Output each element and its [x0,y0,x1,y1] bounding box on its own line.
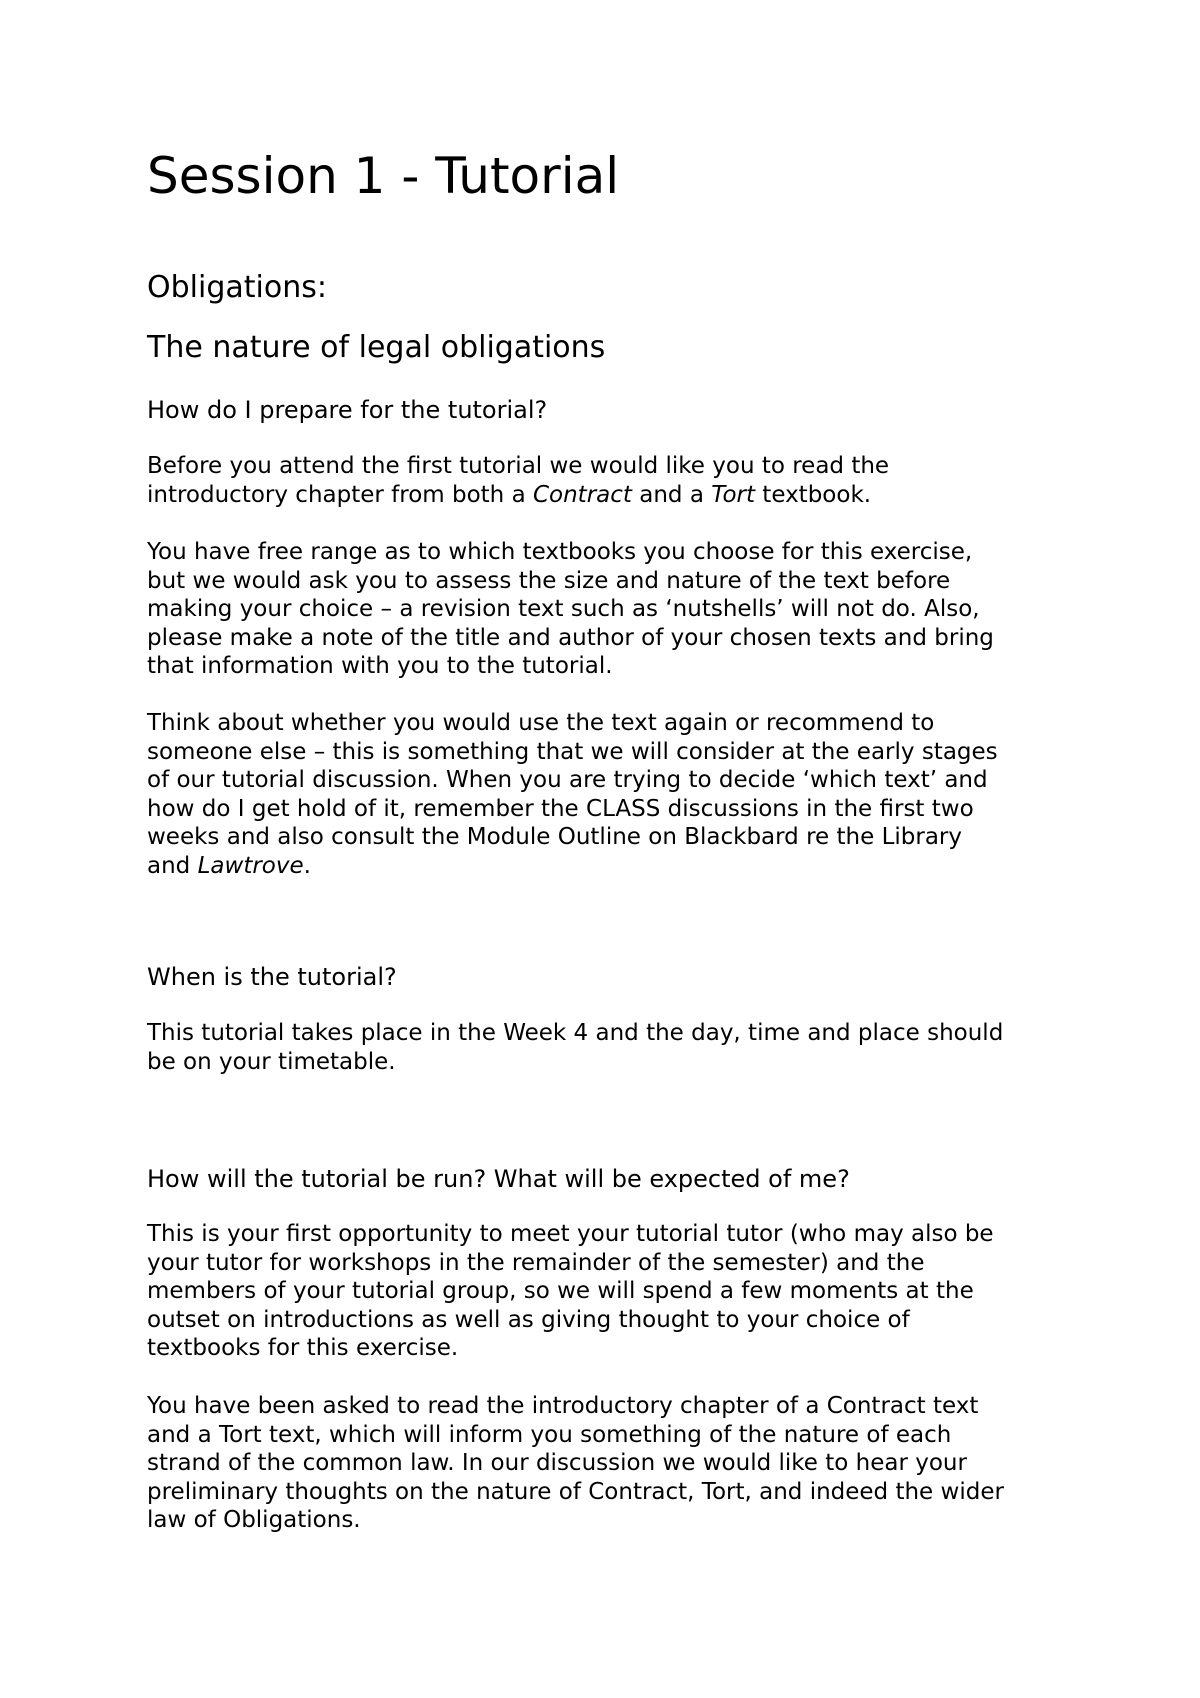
italic-tort: Tort [711,481,755,508]
heading-how-tutorial-run: How will the tutorial be run? What will be expected of me? [147,1165,850,1193]
text-line: outset on introductions as well as giving thought to your choice of [147,1306,910,1333]
text-line: You have been asked to read the introductory chapter of a Contract text [147,1393,979,1419]
text-line: be on your timetable. [147,1048,396,1075]
heading-how-to-prepare: How do I prepare for the tutorial? [147,396,548,424]
italic-lawtrove: Lawtrove [197,852,304,879]
document-title: Session 1 - Tutorial [147,147,620,205]
text-line: how do I get hold of it, remember the CLASS discussions in the first two [147,795,974,822]
text-line: preliminary thoughts on the nature of Contract, Tort, and indeed the wider [147,1478,1004,1505]
text-line: textbooks for this exercise. [147,1335,459,1361]
text-line: weeks and also consult the Module Outline on Blackbard re the Library [147,824,962,850]
text-line: making your choice – a revision text such as ‘nutshells’ will not do. Also, [147,596,980,622]
text-line [147,481,889,510]
text-line: that information with you to the tutorial. [147,653,613,679]
text-line: and a Tort text, which will inform you something of the nature of each [147,1421,952,1448]
text-line: strand of the common law. In our discussion we would like to hear your [147,1450,967,1476]
heading-obligations: Obligations: [147,270,327,305]
text-line: law of Obligations. [147,1507,361,1533]
text-run: and [147,852,198,879]
paragraph-prepare-intro [147,452,889,509]
text-line: members of your tutorial group, so we will spend a few moments at the [147,1278,974,1304]
text-line: someone else – this is something that we will consider at the early stages [147,738,998,765]
text-line: of our tutorial discussion. When you are trying to decide ‘which text’ and [147,767,988,793]
paragraph-think-about-text [147,709,998,880]
paragraph-reading-discussion [147,1392,1004,1535]
paragraph-tutorial-timing [147,1019,1003,1076]
text-line: please make a note of the title and author of your chosen texts and bring [147,624,994,651]
text-line: your tutor for workshops in the remainder of the semester) and the [147,1249,925,1276]
italic-contract: Contract [532,481,632,508]
text-line: Before you attend the first tutorial we would like you to read the [147,453,890,479]
heading-when-is-tutorial: When is the tutorial? [147,963,397,991]
text-run: . [303,852,311,879]
text-run: introductory chapter from both a [147,481,533,508]
paragraph-textbook-choice [147,538,994,681]
text-line: This is your first opportunity to meet your tutorial tutor (who may also be [147,1221,994,1247]
text-line: You have free range as to which textbooks you choose for this exercise, [147,539,973,565]
heading-nature-of-legal-obligations: The nature of legal obligations [147,330,606,365]
paragraph-first-opportunity [147,1220,994,1363]
text-run: and a [631,481,712,508]
text-run: textbook. [755,481,872,508]
text-line: This tutorial takes place in the Week 4 and the day, time and place should [147,1020,1004,1046]
text-line: Think about whether you would use the text again or recommend to [147,710,935,736]
text-line [147,852,998,881]
text-line: but we would ask you to assess the size and nature of the text before [147,567,951,594]
